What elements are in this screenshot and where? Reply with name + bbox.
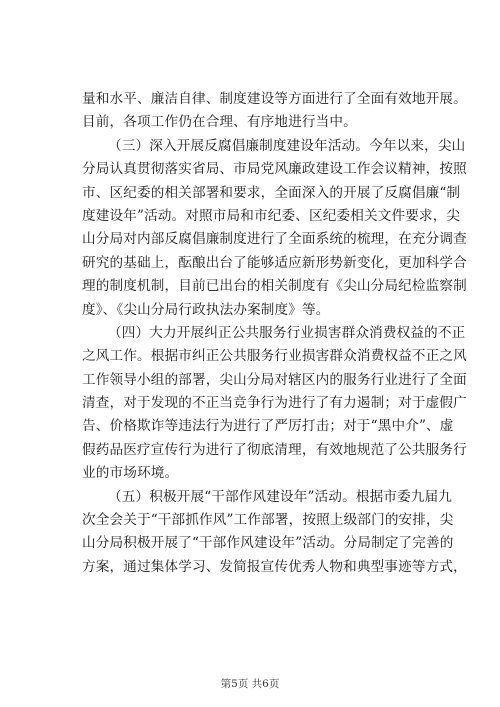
paragraph-heading-line: （五）积极开展“干部作风建设年”活动。根据市委九届九 [108, 488, 453, 505]
document-body [82, 88, 467, 579]
text-line: 山分局对内部反腐倡廉制度进行了全面系统的梳理，在充分调查 [82, 231, 467, 248]
text-line: 工作领导小组的部署，尖山分局对辖区内的服务行业进行了全面 [82, 371, 467, 388]
text-line: 量和水平、廉洁自律、制度建设等方面进行了全面有效地开展。 [82, 91, 467, 107]
text-line: 研究的基础上，酝酿出台了能够适应新形势新变化，更加科学合 [82, 254, 467, 271]
page-number-footer: 第5页 共6页 [220, 678, 280, 690]
text-line: 次全会关于“干部抓作风”工作部署，按照上级部门的安排，尖 [82, 512, 454, 529]
text-line: 市、区纪委的相关部署和要求，全面深入的开展了反腐倡廉“制 [82, 184, 461, 201]
text-line: 假药品医疗宣传行为进行了彻底清理，有效地规范了公共服务行 [82, 441, 467, 458]
text-line: 分局认真贯彻落实省局、市局党风廉政建设工作会议精神，按照 [82, 161, 467, 178]
paragraph-heading-line: （三）深入开展反腐倡廉制度建设年活动。今年以来，尖山 [108, 137, 466, 154]
text-line: 目前，各项工作仍在合理、有序地进行当中。 [82, 114, 357, 131]
text-line: 告、价格欺诈等违法行为进行了严厉打击；对于“黑中介”、虚 [82, 418, 454, 435]
text-line: 山分局积极开展了“干部作风建设年”活动。分局制定了完善的 [82, 535, 454, 552]
text-line: 之风工作。根据市纠正公共服务行业损害群众消费权益不正之风 [82, 348, 467, 365]
text-line: 方案，通过集体学习、发简报宣传优秀人物和典型事迹等方式， [82, 558, 467, 575]
text-line: 度建设年”活动。对照市局和市纪委、区纪委相关文件要求，尖 [82, 207, 461, 224]
text-line: 业的市场环境。 [82, 465, 179, 482]
text-line: 清查，对于发现的不正当竞争行为进行了有力遏制；对于虚假广 [82, 395, 467, 412]
paragraph-heading-line: （四）大力开展纠正公共服务行业损害群众消费权益的不正 [108, 324, 466, 341]
text-line: 理的制度机制，目前已出台的相关制度有《尖山分局纪检监察制 [82, 278, 467, 295]
text-line: 度》、《尖山分局行政执法办案制度》等。 [82, 301, 330, 318]
